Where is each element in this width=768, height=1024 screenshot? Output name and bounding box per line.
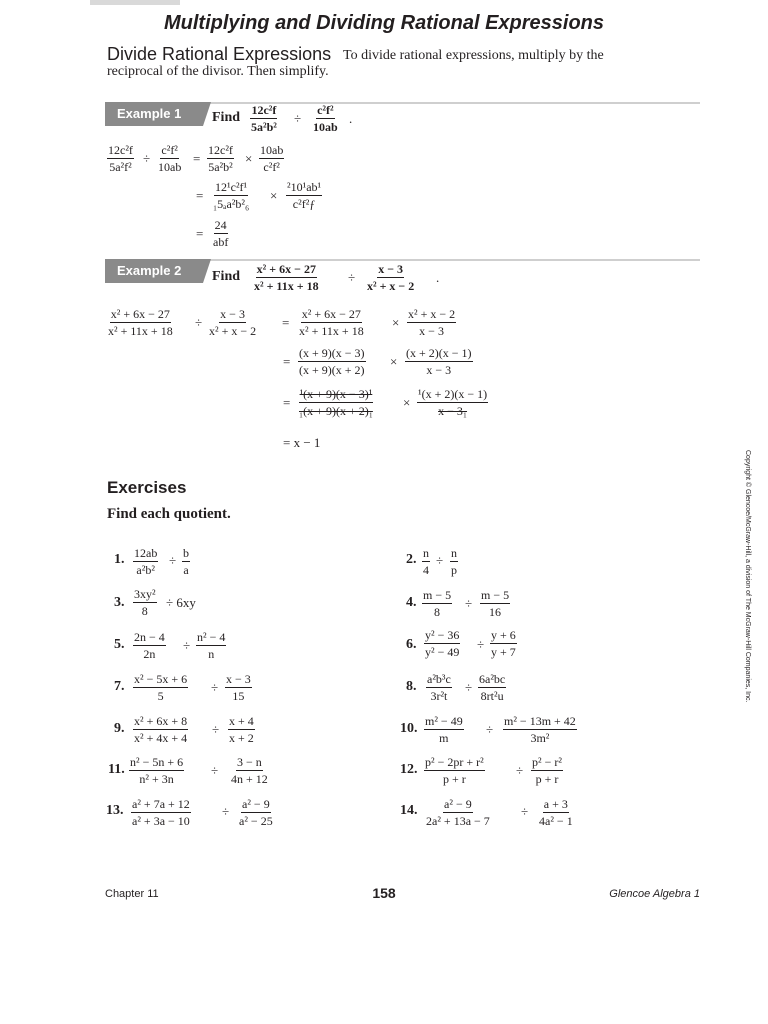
numerator: 3 − n <box>237 755 262 769</box>
exercise-number: 9. <box>114 721 125 736</box>
numerator: x² + 6x − 27 <box>110 307 170 321</box>
denominator: y + 7 <box>491 645 516 659</box>
denominator: 8rt²u <box>480 689 504 703</box>
numerator: 24 <box>214 218 227 232</box>
exercise-7-frac1 <box>133 672 188 703</box>
divide-sign: ÷ <box>521 804 529 819</box>
example2-step1-frac4 <box>407 307 456 338</box>
numerator: m² − 13m + 42 <box>504 714 576 728</box>
numerator: n² − 4 <box>197 630 226 644</box>
exercise-2-frac1 <box>422 546 430 577</box>
divide-sign: ÷ <box>348 270 356 285</box>
exercise-number: 2. <box>406 552 417 567</box>
divide-sign: ÷ <box>211 763 219 778</box>
exercise-2-frac2 <box>450 546 458 577</box>
example1-label: Example 1 <box>105 102 203 126</box>
example1-result-frac <box>212 218 229 249</box>
exercise-5-frac1 <box>133 630 166 661</box>
equals-sign: = <box>283 395 291 410</box>
denominator: 5 <box>157 689 164 703</box>
example1-step2-frac2 <box>286 180 322 211</box>
exercise-9-frac1 <box>133 714 188 745</box>
exercise-number: 13. <box>106 803 124 818</box>
denominator: 2n <box>143 647 156 661</box>
copyright-notice: Copyright © Glencoe/McGraw-Hill, a division of The McGraw-Hill Companies, Inc. <box>744 450 751 703</box>
denominator: x + 2 <box>229 731 254 745</box>
denominator: x² + 4x + 4 <box>134 731 188 745</box>
numerator: 12c²f <box>108 143 133 157</box>
exercise-number: 8. <box>406 679 417 694</box>
denominator: 3m² <box>530 731 550 745</box>
divide-sign: ÷ <box>169 553 177 568</box>
example2-step3-frac1 <box>298 387 374 418</box>
denominator: m <box>439 731 449 745</box>
numerator: 3xy² <box>134 587 156 601</box>
exercise-8-frac1 <box>426 672 452 703</box>
numerator: y + 6 <box>491 628 516 642</box>
section-heading: Divide Rational Expressions <box>107 44 332 64</box>
denominator: 4 <box>423 563 429 577</box>
denominator: 5a²b² <box>251 120 277 134</box>
numerator: ¹(x + 9)(x − 3)¹ <box>299 387 373 401</box>
exercise-11-frac2 <box>230 755 269 786</box>
period: . <box>349 111 353 126</box>
example1-problem-frac1 <box>250 103 278 134</box>
example1-find: Find <box>212 110 241 125</box>
exercise-9-frac2 <box>228 714 255 745</box>
denominator: p <box>451 563 457 577</box>
denominator: x² + x − 2 <box>209 324 257 338</box>
numerator: c²f² <box>161 143 178 157</box>
denominator: p + r <box>535 772 559 786</box>
equals-sign: = <box>283 354 291 369</box>
example2-step1-frac2 <box>208 307 257 338</box>
times-sign: × <box>390 354 398 369</box>
example2-find: Find <box>212 269 241 284</box>
numerator: n <box>423 546 429 560</box>
example2-step3-frac2 <box>417 387 488 418</box>
divide-sign: ÷ <box>143 151 151 166</box>
example2-label: Example 2 <box>105 259 203 283</box>
denominator: 8 <box>434 605 441 619</box>
divide-sign: ÷ <box>211 680 219 695</box>
numerator: p² − 2pr + r² <box>425 755 484 769</box>
exercise-10-frac2 <box>503 714 577 745</box>
numerator: y² − 36 <box>425 628 460 642</box>
denominator: p + r <box>442 772 466 786</box>
divide-sign: ÷ <box>195 315 203 330</box>
denominator: c²f²ƒ <box>292 197 316 211</box>
exercise-number: 12. <box>400 762 418 777</box>
times-sign: × <box>392 315 400 330</box>
divide-sign: ÷ <box>212 722 220 737</box>
example2-problem-frac1 <box>253 262 320 293</box>
divide-sign: ÷ <box>465 680 473 695</box>
exercise-number: 10. <box>400 721 418 736</box>
footer-chapter: Chapter 11 <box>105 888 159 900</box>
denominator: 5a²b² <box>208 160 233 174</box>
numerator: x² − 5x + 6 <box>134 672 188 686</box>
exercise-number: 6. <box>406 637 417 652</box>
numerator: a² − 9 <box>242 797 270 811</box>
denominator: 16 <box>489 605 502 619</box>
divide-sign: ÷ <box>222 804 230 819</box>
exercise-14-frac1 <box>425 797 491 828</box>
numerator: 12ab <box>134 546 158 560</box>
denominator: 10ab <box>158 160 182 174</box>
denominator: a² + 3a − 10 <box>132 814 190 828</box>
denominator: a <box>183 563 189 577</box>
numerator: 10ab <box>260 143 284 157</box>
denominator: 15 <box>232 689 245 703</box>
numerator: m − 5 <box>481 588 510 602</box>
times-sign: × <box>270 188 278 203</box>
divide-sign: ÷ <box>436 553 444 568</box>
section-intro-line2: reciprocal of the divisor. Then simplify. <box>107 64 329 79</box>
exercise-1-frac1 <box>133 546 158 577</box>
numerator: 6a²bc <box>479 672 506 686</box>
exercise-13-frac2 <box>238 797 274 828</box>
numerator: p² − r² <box>532 755 562 769</box>
exercise-number: 5. <box>114 637 125 652</box>
numerator: x² + 6x + 8 <box>134 714 188 728</box>
exercise-1-frac2 <box>182 546 190 577</box>
denominator: ₁5ₐa²b²₆ <box>213 197 250 211</box>
denominator: x² + 11x + 18 <box>108 324 173 338</box>
example2-step2-frac2 <box>405 346 473 377</box>
exercise-10-frac1 <box>424 714 464 745</box>
example2-step1-frac1 <box>107 307 174 338</box>
exercises-instruction: Find each quotient. <box>107 506 231 522</box>
example1-banner <box>105 102 703 126</box>
example1-step1-frac2 <box>157 143 182 174</box>
page-title: Multiplying and Dividing Rational Expressions <box>163 12 605 34</box>
denominator: 4n + 12 <box>231 772 268 786</box>
numerator: n <box>451 546 457 560</box>
denominator: (x + 9)(x + 2) <box>299 363 365 377</box>
exercise-12-frac2 <box>531 755 563 786</box>
denominator: 3r²t <box>430 689 448 703</box>
numerator: x² + 6x − 27 <box>301 307 361 321</box>
example2-result: = x − 1 <box>283 435 321 450</box>
exercise-11-frac1 <box>129 755 184 786</box>
exercise-number: 3. <box>114 595 125 610</box>
numerator: b <box>183 546 189 560</box>
denominator: 5a²f² <box>109 160 132 174</box>
numerator: x + 4 <box>229 714 254 728</box>
denominator: x − 3 <box>426 363 452 377</box>
exercise-6-frac2 <box>490 628 517 659</box>
denominator: a²b² <box>136 563 155 577</box>
exercise-7-frac2 <box>225 672 252 703</box>
numerator: 2n − 4 <box>134 630 165 644</box>
numerator: 12¹c²f¹ <box>215 180 248 194</box>
divide-by-6xy: ÷ 6xy <box>166 595 196 610</box>
denominator: 8 <box>141 604 148 618</box>
period: . <box>436 270 440 285</box>
denominator: c²f² <box>263 160 280 174</box>
example1-step1-frac4 <box>259 143 284 174</box>
example1-step1-frac1 <box>107 143 134 174</box>
numerator: x² + x − 2 <box>408 307 456 321</box>
denominator: x² + 11x + 18 <box>299 324 364 338</box>
numerator: ²10¹ab¹ <box>287 180 322 194</box>
numerator: (x + 2)(x − 1) <box>406 346 472 360</box>
header-tab-decoration <box>90 0 180 5</box>
numerator: n² − 5n + 6 <box>130 755 184 769</box>
exercise-number: 7. <box>114 679 125 694</box>
exercises-heading: Exercises <box>107 478 187 497</box>
example2-problem-frac2 <box>366 262 415 293</box>
denominator: 2a² + 13a − 7 <box>426 814 490 828</box>
denominator: y² − 49 <box>425 645 460 659</box>
numerator: 12c²f <box>208 143 233 157</box>
numerator: c²f² <box>317 103 334 117</box>
denominator: x² + 11x + 18 <box>254 279 319 293</box>
equals-sign: = <box>193 151 201 166</box>
exercise-number: 1. <box>114 552 125 567</box>
exercise-5-frac2 <box>196 630 226 661</box>
numerator: a² + 7a + 12 <box>132 797 190 811</box>
denominator: a² − 25 <box>239 814 273 828</box>
exercise-number: 14. <box>400 803 418 818</box>
numerator: 12c²f <box>251 103 277 117</box>
divide-sign: ÷ <box>465 596 473 611</box>
times-sign: × <box>245 151 253 166</box>
exercise-number: 4. <box>406 595 417 610</box>
exercise-3-frac1 <box>133 587 157 618</box>
denominator: x − 3 <box>419 324 444 338</box>
example1-step1-frac3 <box>207 143 234 174</box>
denominator: ₁(x + 9)(x + 2)₁ <box>299 404 373 418</box>
numerator: x − 3 <box>226 672 251 686</box>
numerator: ¹(x + 2)(x − 1) <box>418 387 488 401</box>
numerator: (x + 9)(x − 3) <box>299 346 365 360</box>
exercise-4-frac2 <box>480 588 510 619</box>
numerator: a²b³c <box>427 672 451 686</box>
section-intro-line1: To divide rational expressions, multiply by the <box>343 48 604 63</box>
exercise-12-frac1 <box>424 755 485 786</box>
numerator: a + 3 <box>543 797 568 811</box>
equals-sign: = <box>282 315 290 330</box>
numerator: a² − 9 <box>444 797 472 811</box>
numerator: x² + 6x − 27 <box>256 262 316 276</box>
divide-sign: ÷ <box>486 722 494 737</box>
equals-sign: = <box>196 188 204 203</box>
example1-problem-frac2 <box>312 103 339 134</box>
example1-step2-frac1 <box>212 180 250 211</box>
footer-book-title: Glencoe Algebra 1 <box>609 888 700 900</box>
denominator: x² + x − 2 <box>367 279 415 293</box>
equals-sign: = <box>196 226 204 241</box>
divide-sign: ÷ <box>516 763 524 778</box>
exercise-8-frac2 <box>478 672 506 703</box>
denominator: n² + 3n <box>139 772 174 786</box>
denominator: 4a² − 1 <box>539 814 573 828</box>
numerator: m² − 49 <box>425 714 463 728</box>
divide-sign: ÷ <box>294 111 302 126</box>
denominator: x − 3₁ <box>438 404 468 418</box>
exercise-13-frac1 <box>131 797 191 828</box>
denominator: 10ab <box>313 120 338 134</box>
denominator: n <box>208 647 215 661</box>
times-sign: × <box>403 395 411 410</box>
exercise-number: 11. <box>108 762 125 777</box>
denominator: abf <box>213 235 229 249</box>
footer-page-number: 158 <box>372 885 396 901</box>
exercise-14-frac2 <box>538 797 574 828</box>
exercise-4-frac1 <box>422 588 452 619</box>
example2-step2-frac1 <box>298 346 366 377</box>
divide-sign: ÷ <box>477 637 485 652</box>
example2-step1-frac3 <box>298 307 365 338</box>
exercise-6-frac1 <box>424 628 460 659</box>
divide-sign: ÷ <box>183 638 191 653</box>
numerator: m − 5 <box>423 588 452 602</box>
numerator: x − 3 <box>378 262 404 276</box>
numerator: x − 3 <box>220 307 245 321</box>
